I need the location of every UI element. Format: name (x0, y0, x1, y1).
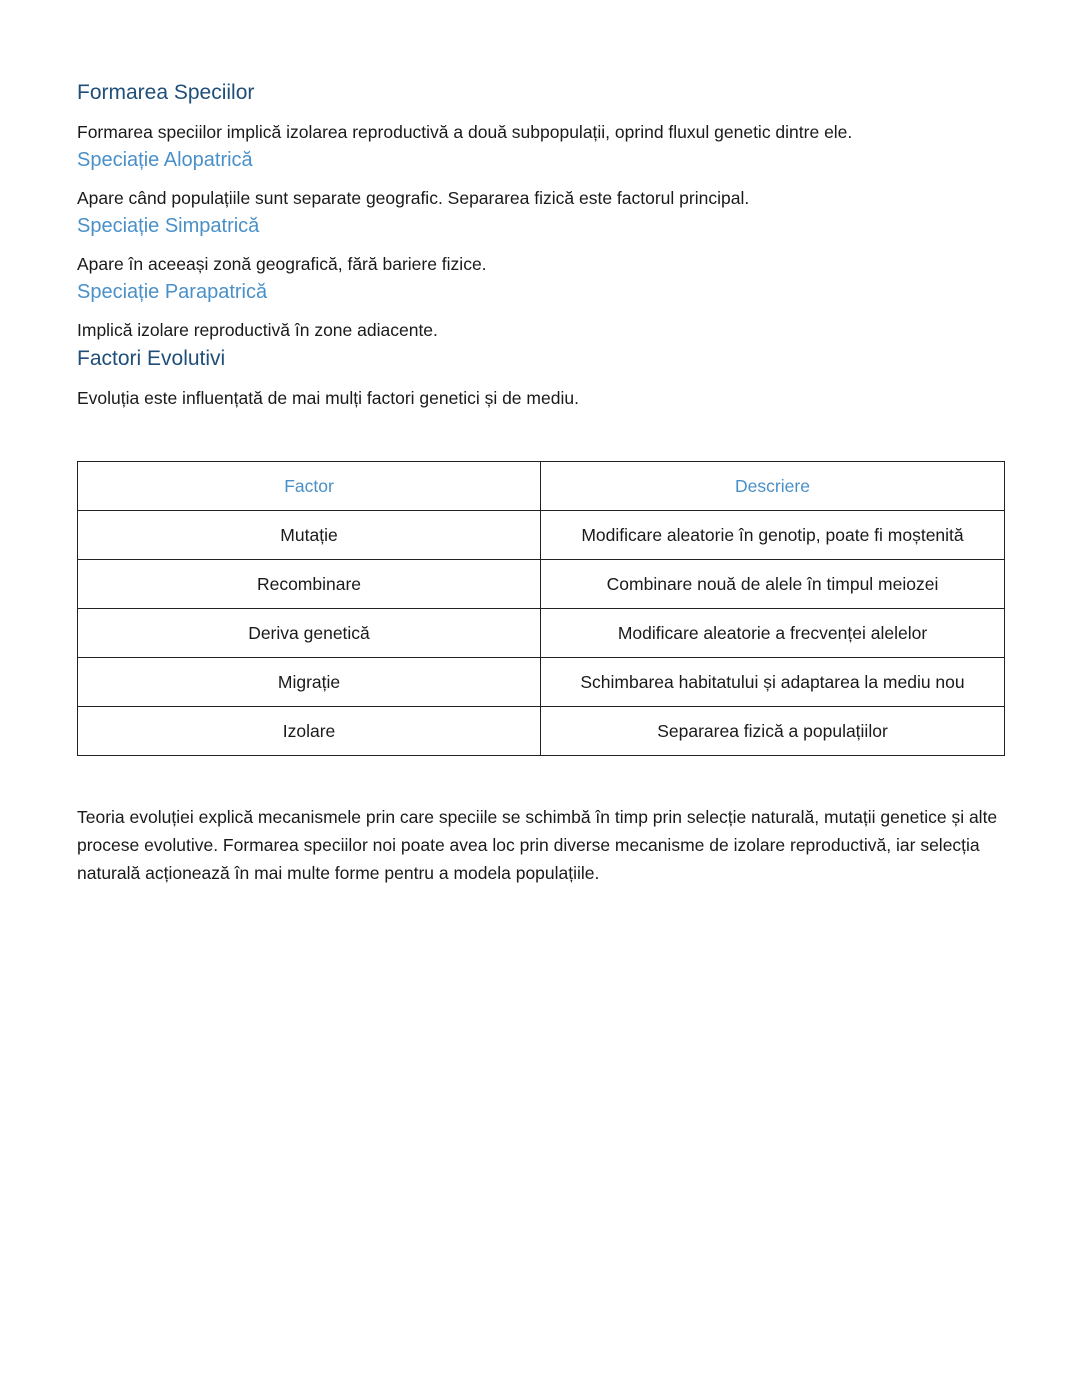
table-row (78, 658, 1005, 707)
table-cell-description: Separarea fizică a populațiilor (541, 707, 1005, 756)
table-header-row (78, 462, 1005, 511)
table-row (78, 560, 1005, 609)
section-intro-speciation: Formarea speciilor implică izolarea reproductivă a două subpopulații, oprind fluxul genetic dintre ele. (77, 122, 853, 142)
table-row (78, 707, 1005, 756)
table-row (78, 511, 1005, 560)
table-header-factor: Factor (78, 462, 541, 511)
table-cell-factor: Izolare (78, 707, 541, 756)
table-cell-description: Combinare nouă de alele în timpul meiozei (541, 560, 1005, 609)
closing-paragraph: Teoria evoluției explică mecanismele prin care speciile se schimbă în timp prin selecție naturală, mutații genetice și alte procese evolutive. Formarea speciilor noi poate avea loc prin diverse mecanisme de izolare reproductivă, iar selecția naturală acționează în mai multe forme pentru a modela populațiile. (77, 807, 998, 883)
section-title-speciation: Formarea Speciilor (77, 81, 255, 104)
table-cell-factor: Mutație (78, 511, 541, 560)
table-row (78, 609, 1005, 658)
subsection-title-parapatric: Speciație Parapatrică (77, 281, 268, 303)
table-cell-factor: Recombinare (78, 560, 541, 609)
subsection-text-parapatric: Implică izolare reproductivă în zone adiacente. (77, 320, 438, 340)
subsection-title-allopatric: Speciație Alopatrică (77, 149, 253, 171)
subsection-text-allopatric: Apare când populațiile sunt separate geografic. Separarea fizică este factorul principal. (77, 188, 750, 208)
table-cell-factor: Migrație (78, 658, 541, 707)
table-cell-description: Modificare aleatorie în genotip, poate fi moștenită (541, 511, 1005, 560)
section-title-factors: Factori Evolutivi (77, 347, 226, 370)
table-cell-description: Schimbarea habitatului și adaptarea la mediu nou (541, 658, 1005, 707)
table-header-description: Descriere (541, 462, 1005, 511)
document-page (77, 78, 1003, 887)
table-cell-factor: Deriva genetică (78, 609, 541, 658)
subsection-text-sympatric: Apare în aceeași zonă geografică, fără bariere fizice. (77, 254, 487, 274)
factors-table (77, 461, 1005, 756)
subsection-title-sympatric: Speciație Simpatrică (77, 215, 260, 237)
table-cell-description: Modificare aleatorie a frecvenței alelelor (541, 609, 1005, 658)
section-intro-factors: Evoluția este influențată de mai mulți factori genetici și de mediu. (77, 388, 579, 408)
